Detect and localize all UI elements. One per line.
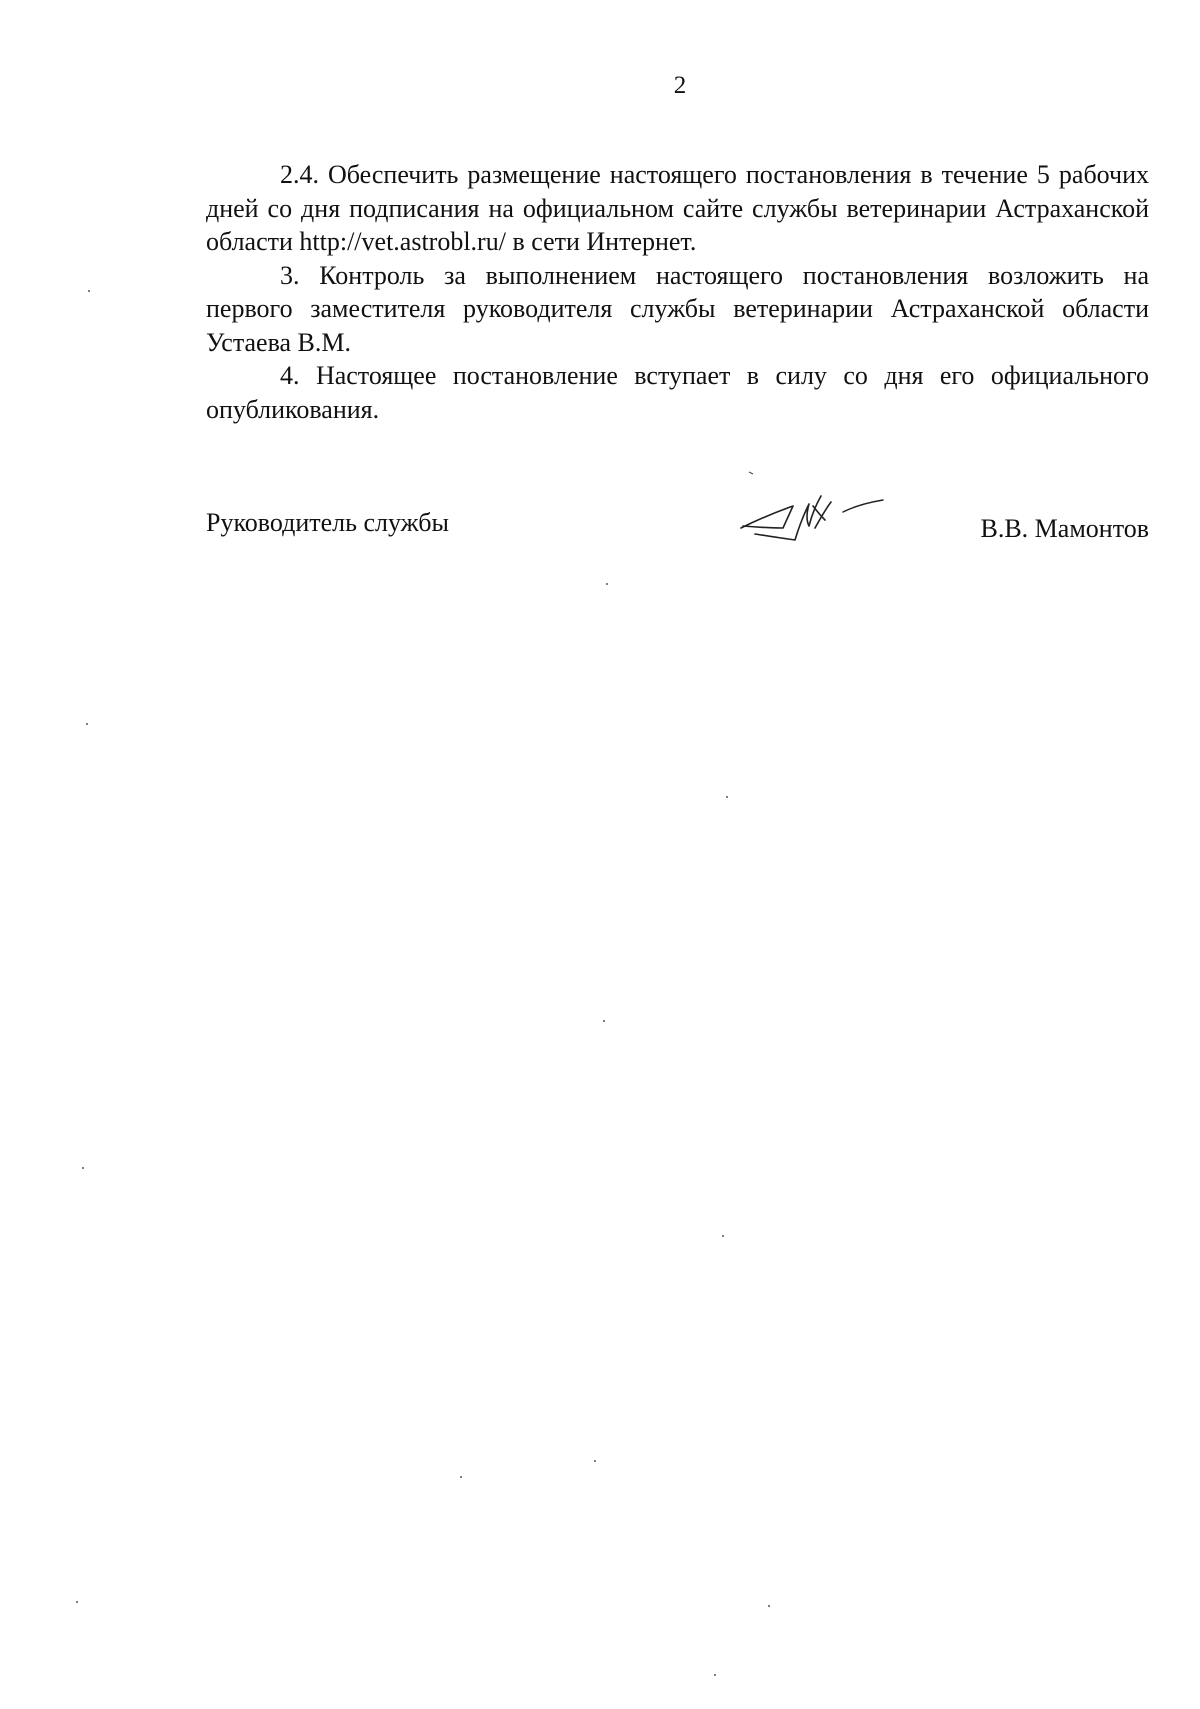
scan-speck (86, 723, 88, 725)
handwritten-signature (735, 470, 895, 550)
scan-speck (594, 1460, 596, 1462)
scan-speck (460, 1476, 462, 1478)
scan-speck (88, 290, 90, 292)
signer-position: Руководитель службы (206, 508, 449, 537)
document-body (206, 158, 1149, 426)
signature-block (206, 508, 1149, 568)
scan-speck (76, 1601, 78, 1603)
scan-speck (726, 796, 728, 798)
page-number: 2 (673, 72, 687, 99)
scan-speck (606, 583, 608, 585)
scan-speck (603, 1020, 605, 1022)
scan-speck (722, 1235, 724, 1237)
signer-name: В.В. Мамонтов (980, 514, 1149, 543)
paragraph-2-4: 2.4. Обеспечить размещение настоящего постановления в течение 5 рабочих дней со дня подписания на официальном сайте службы ветеринарии Астраханской области http://vet.astrobl.ru/ в сети Интернет. (206, 160, 1149, 256)
scan-speck (82, 1167, 84, 1169)
scan-speck (714, 1674, 716, 1676)
paragraph-4: 4. Настоящее постановление вступает в силу со дня его официального опубликования. (206, 361, 1149, 424)
scan-speck (768, 1605, 770, 1607)
paragraph-3: 3. Контроль за выполнением настоящего постановления возложить на первого заместителя руководителя службы ветеринарии Астраханской области Устаева В.М. (206, 260, 1149, 357)
